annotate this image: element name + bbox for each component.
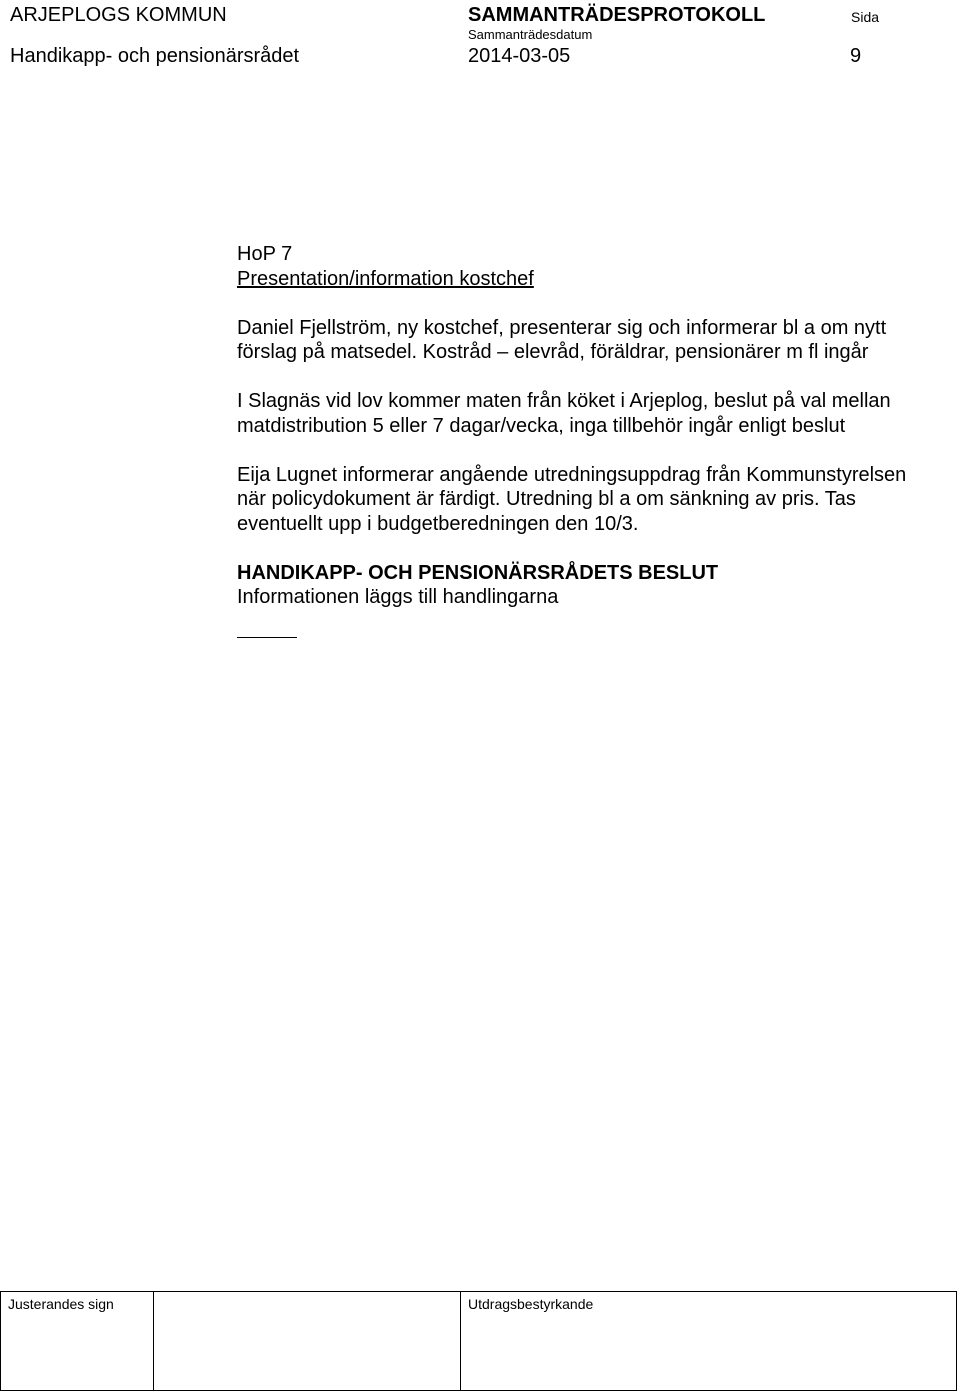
meeting-date-label: Sammanträdesdatum	[468, 27, 593, 42]
paragraph-2-line-2: matdistribution 5 eller 7 dagar/vecka, inga tillbehör ingår enligt beslut	[237, 414, 846, 437]
paragraph-1-line-1: Daniel Fjellström, ny kostchef, presenterar sig och informerar bl a om nytt	[237, 316, 887, 339]
minutes-item	[237, 242, 957, 610]
document-type: SAMMANTRÄDESPROTOKOLL	[468, 4, 766, 26]
meeting-date: 2014-03-05	[468, 45, 571, 67]
paragraph-1-line-2: förslag på matsedel. Kostråd – elevråd, föräldrar, pensionärer m fl ingår	[237, 341, 869, 363]
item-title: Presentation/information kostchef	[237, 267, 534, 290]
page-label: Sida	[851, 9, 880, 25]
decision-heading: HANDIKAPP- OCH PENSIONÄRSRÅDETS BESLUT	[237, 561, 719, 584]
paragraph-3-line-2: när policydokument är färdigt. Utredning bl a om sänkning av pris. Tas	[237, 488, 856, 510]
section-end-rule	[237, 637, 297, 638]
certificate-cell	[461, 1292, 956, 1390]
signature-cell	[1, 1292, 154, 1390]
item-number: HoP 7	[237, 243, 293, 265]
signature-label: Justerandes sign	[8, 1296, 114, 1312]
paragraph-3-line-3: eventuellt upp i budgetberedningen den 10/3.	[237, 512, 639, 535]
council-name: Handikapp- och pensionärsrådet	[10, 45, 300, 67]
certificate-label: Utdragsbestyrkande	[468, 1296, 594, 1312]
organization-name: ARJEPLOGS KOMMUN	[10, 4, 227, 26]
paragraph-3-line-1: Eija Lugnet informerar angående utredningsuppdrag från Kommunstyrelsen	[237, 463, 907, 486]
signature-blank-cell	[154, 1292, 461, 1390]
paragraph-2-line-1: I Slagnäs vid lov kommer maten från köket i Arjeplog, beslut på val mellan	[237, 390, 891, 412]
page-number: 9	[850, 45, 862, 67]
decision-text: Informationen läggs till handlingarna	[237, 586, 559, 608]
signature-table	[0, 1291, 957, 1391]
